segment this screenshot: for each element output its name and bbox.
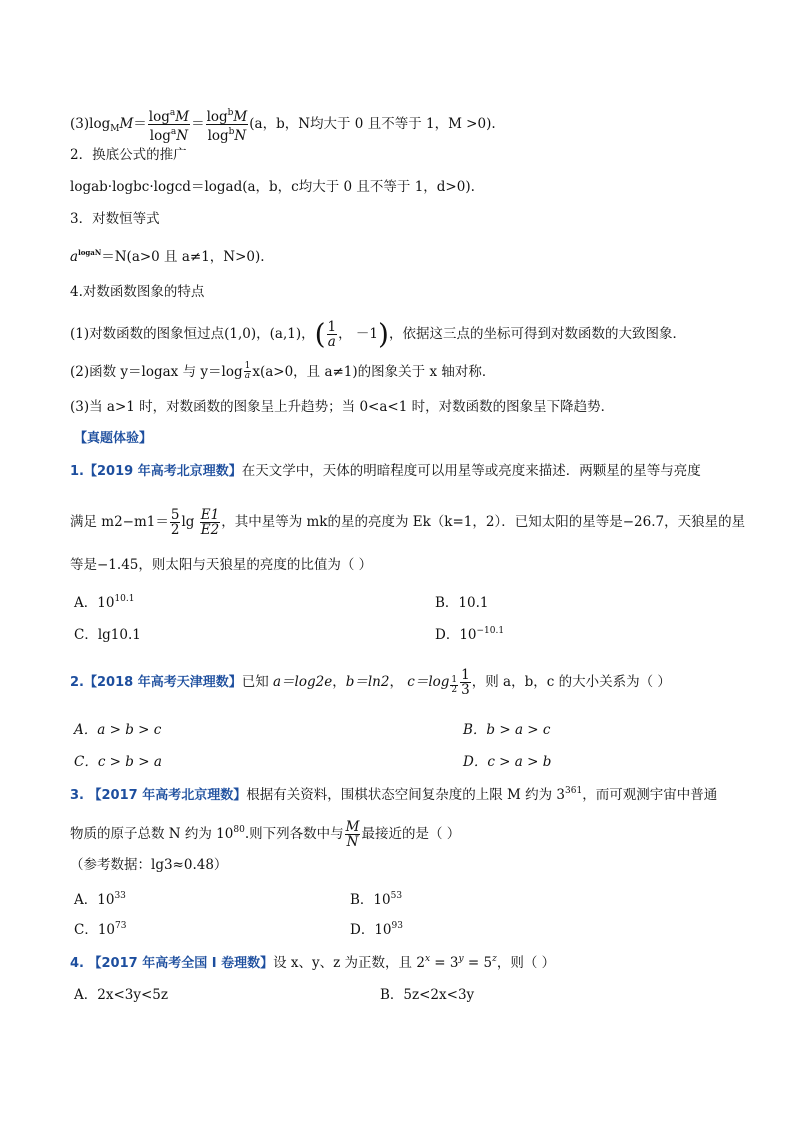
q1-option-a[interactable]: A．$10^{10.1}$ [74,594,135,611]
q3-option-b[interactable]: B．$10^{53}$ [350,891,403,908]
q2-option-c[interactable]: C．c > b > a [74,754,162,770]
fraction-1: $\frac{\log^aM}{\log^aN}$ [148,108,190,144]
property-3: $(3)\log_MM=$ $\frac{\log^aM}{\log^aN}$ ＝ $\frac{\log^bM}{\log^bN}$ (a，b，N均大于 0 且不等于 1，M >0). [70,108,496,144]
heading-4: 4.对数函数图象的特点 [70,284,205,300]
q4-option-b[interactable]: B．5z<2x<3y [380,987,475,1003]
q2-option-b[interactable]: B．b > a > c [463,722,551,738]
q3-reference: （参考数据：lg3≈0.48） [70,857,228,873]
q1-option-c[interactable]: C．lg10.1 [74,627,141,643]
q3-option-d[interactable]: D．$10^{93}$ [350,921,403,938]
q1-line2: 满足 m2−m1＝ $\frac{5}{2}$ lg $\frac{E1}{E2}$ ，其中星等为 mk的星的亮度为 Ek（k=1，2）．已知太阳的星等是−26.7，天狼星的星 [70,507,746,538]
section-heading: 【真题体验】 [74,431,153,446]
q1-option-d[interactable]: D．$10^{-10.1}$ [435,626,505,643]
point-1: (1)对数函数的图象恒过点(1,0)，(a,1)，( $\frac{1}{a}$ ， －1)，依据这三点的坐标可得到对数函数的大致图象． [70,317,686,351]
q4-line1: 4. 【2017 年高考全国 I 卷理数】设 x、y、z 为正数，且 $2^x = 3^y = 5^z$，则（ ） [70,954,556,971]
heading-2: 2．换底公式的推广 [70,147,187,163]
q1-line3: 等是−1.45，则太阳与天狼星的亮度的比值为（ ） [70,557,373,573]
point-2: (2)函数 y＝logax 与 y＝log $\frac{1}{a}$ x(a>0，且 a≠1)的图象关于 x 轴对称． [70,361,496,381]
q3-line2: 物质的原子总数 N 约为 $10^{80}$.则下列各数中与 $\frac{M}{N}$ 最接近的是（ ） [70,819,461,850]
q2-option-a[interactable]: A．a > b > c [74,722,162,738]
q2-option-d[interactable]: D．c > a > b [463,754,552,770]
q2-line1: 2.【2018 年高考天津理数】已知 a＝log2e，b＝ln2， c＝log $\frac{1}{2}$ $\frac{1}{3}$ ，则 a，b，c 的大小关系为（ ） [70,667,671,698]
identity-formula: $a^{logaN}=N(a>0$ 且 a≠1，N>0). [70,248,265,265]
q1-option-b[interactable]: B．10.1 [435,595,489,611]
fraction-2: $\frac{\log^bM}{\log^bN}$ [206,108,248,144]
q3-option-a[interactable]: A．$10^{33}$ [74,891,126,908]
chain-formula: logab·logbc·logcd＝logad(a，b，c均大于 0 且不等于 1，d>0). [70,179,475,195]
heading-3: 3．对数恒等式 [70,211,160,227]
q4-option-a[interactable]: A．2x<3y<5z [74,987,168,1003]
point-3: (3)当 a>1 时，对数函数的图象呈上升趋势；当 0<a<1 时，对数函数的图象呈下降趋势． [70,399,615,415]
q1-line1: 1.【2019 年高考北京理数】在天文学中，天体的明暗程度可以用星等或亮度来描述．两颗星的星等与亮度 [70,463,701,479]
q3-option-c[interactable]: C．$10^{73}$ [74,921,127,938]
q3-line1: 3. 【2017 年高考北京理数】根据有关资料，围棋状态空间复杂度的上限 M 约为 $3^{361}$，而可观测宇宙中普通 [70,786,718,803]
